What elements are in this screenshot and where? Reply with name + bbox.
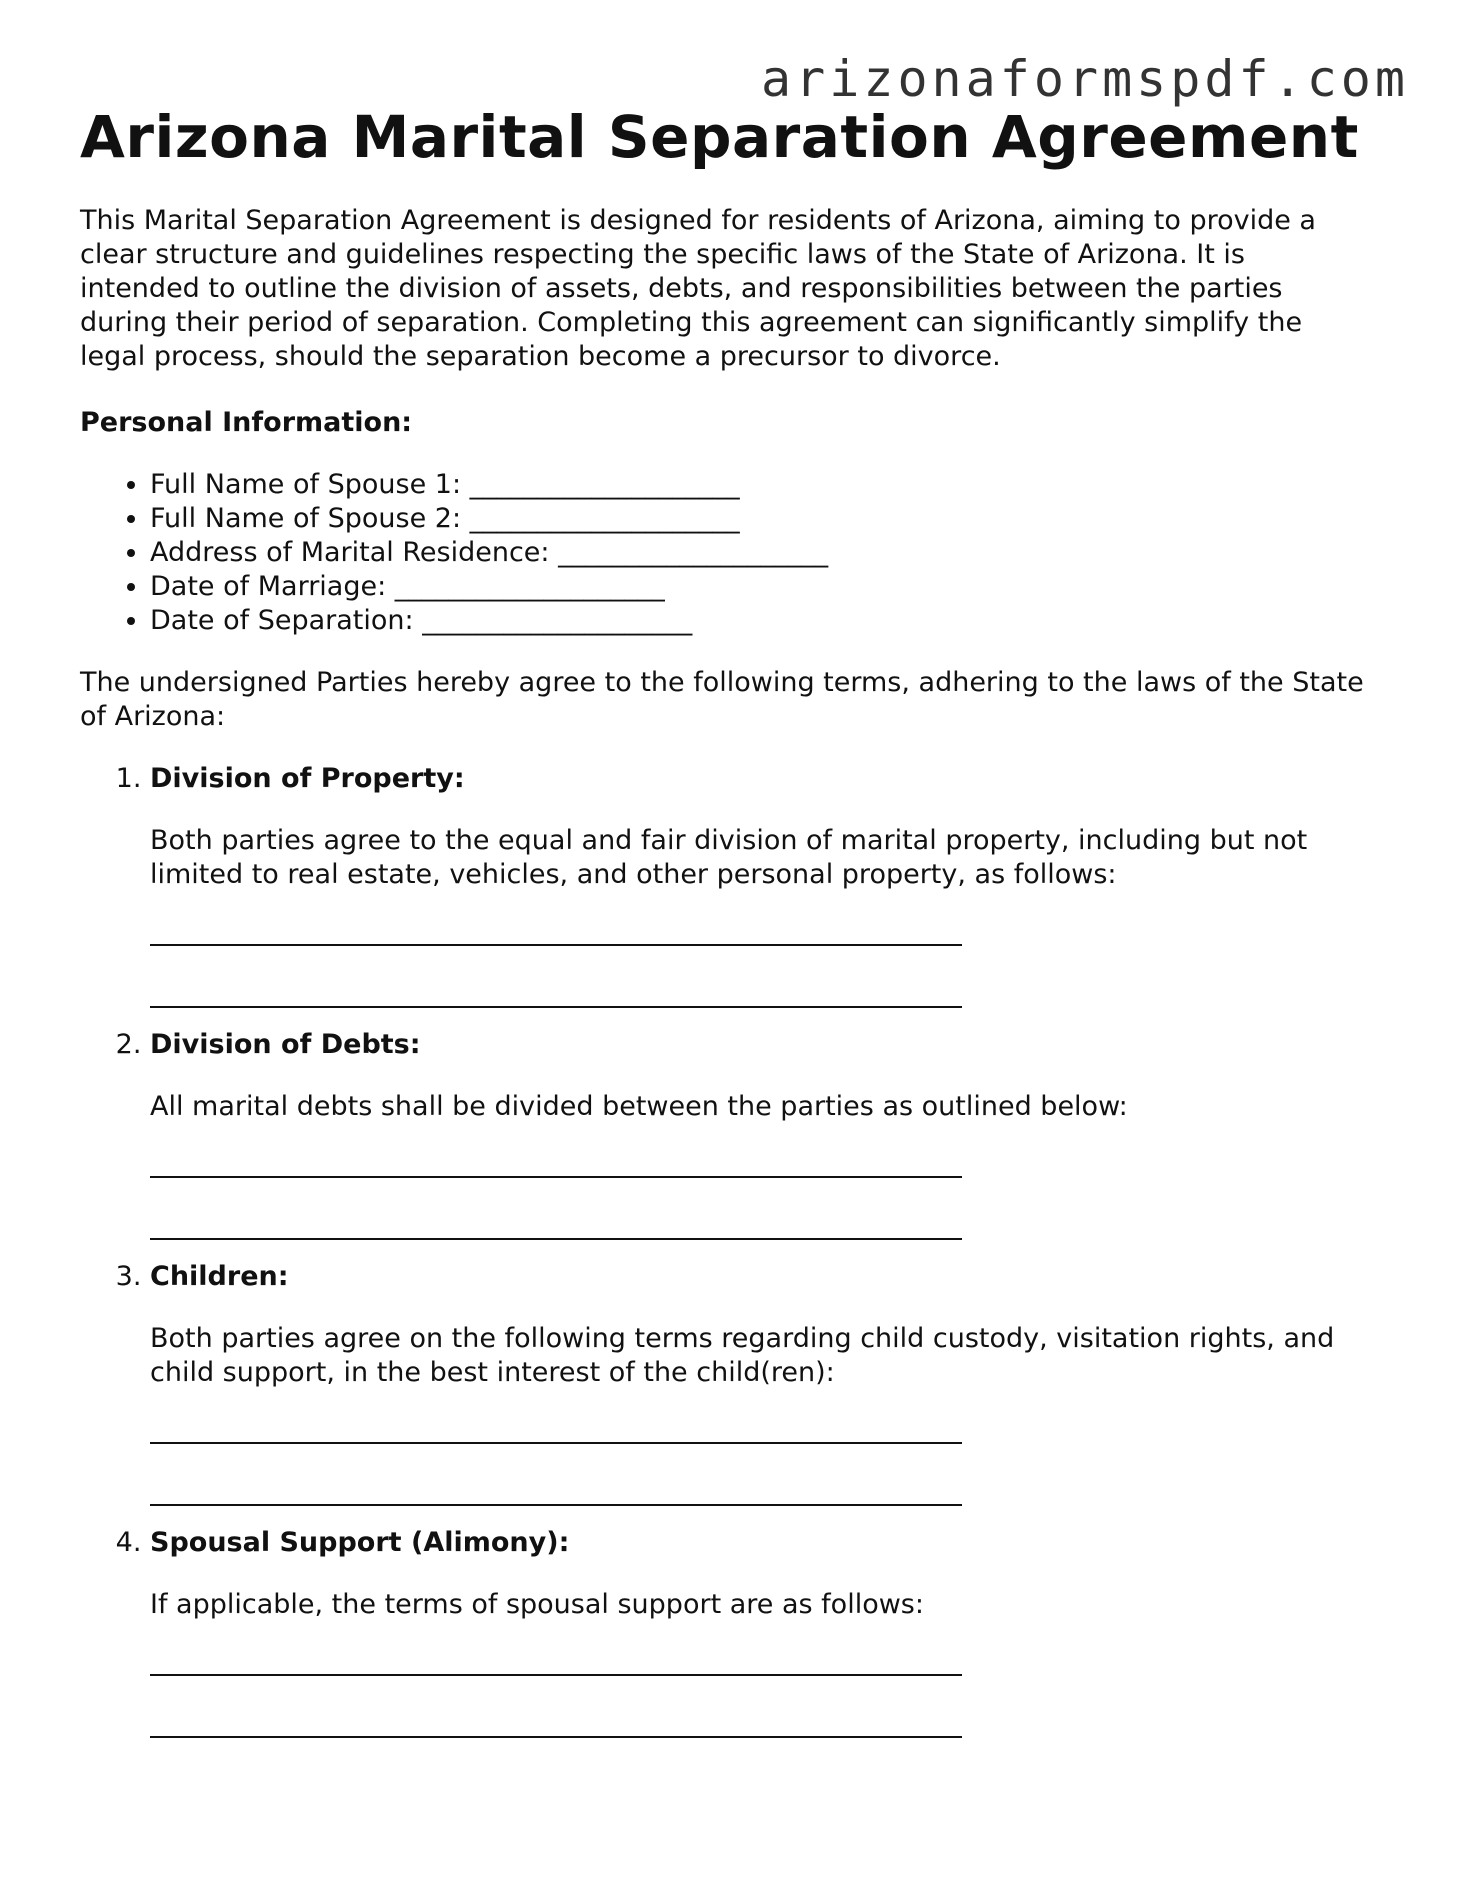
term-body: Both parties agree on the following terms regarding child custody, visitation rights, and child support, in the best interest of the child(ren): — [150, 1323, 1335, 1388]
term-body: If applicable, the terms of spousal support are as follows: — [150, 1589, 924, 1620]
personal-info-list — [80, 468, 1380, 638]
personal-info-heading: Personal Information: — [80, 407, 413, 438]
preamble-paragraph: The undersigned Parties hereby agree to the following terms, adhering to the laws of the State of Arizona: — [80, 667, 1364, 732]
term-spousal-support — [150, 1526, 1380, 1738]
blank-line[interactable] — [150, 1442, 962, 1444]
term-division-of-property — [150, 762, 1380, 1008]
watermark: arizonaformspdf.com — [761, 50, 1409, 108]
term-title: 2. Division of Debts: — [150, 1029, 421, 1060]
blank-line[interactable] — [150, 1006, 962, 1008]
term-title: 1. Division of Property: — [150, 763, 465, 794]
term-title: 3. Children: — [150, 1261, 289, 1292]
term-children — [150, 1260, 1380, 1506]
document-title: Arizona Marital Separation Agreement — [80, 103, 1359, 171]
field-spouse-1-name[interactable]: • Full Name of Spouse 1: ____________________ — [150, 468, 1380, 502]
blank-line[interactable] — [150, 1674, 962, 1676]
term-body: Both parties agree to the equal and fair division of marital property, including but not limited to real estate, vehicles, and other personal property, as follows: — [150, 825, 1308, 890]
blank-line[interactable] — [150, 944, 962, 946]
blank-line[interactable] — [150, 1504, 962, 1506]
blank-line[interactable] — [150, 1238, 962, 1240]
term-division-of-debts — [150, 1028, 1380, 1240]
blank-line[interactable] — [150, 1736, 962, 1738]
document-page — [80, 100, 1380, 1758]
field-spouse-2-name[interactable]: • Full Name of Spouse 2: ____________________ — [150, 502, 1380, 536]
field-date-of-marriage[interactable]: • Date of Marriage: ____________________ — [150, 570, 1380, 604]
blank-line[interactable] — [150, 1176, 962, 1178]
intro-paragraph: This Marital Separation Agreement is designed for residents of Arizona, aiming to provide a clear structure and guidelines respecting the specific laws of the State of Arizona. It is intended to outline the division of assets, debts, and responsibilities between the parties during their period of separation. Completing this agreement can significantly simplify the legal process, should the separation become a precursor to divorce. — [80, 205, 1316, 372]
term-title: 4. Spousal Support (Alimony): — [150, 1527, 570, 1558]
field-date-of-separation[interactable]: • Date of Separation: ____________________ — [150, 604, 1380, 638]
term-body: All marital debts shall be divided between the parties as outlined below: — [150, 1091, 1128, 1122]
terms-list — [80, 762, 1380, 1738]
field-marital-residence[interactable]: • Address of Marital Residence: ____________________ — [150, 536, 1380, 570]
